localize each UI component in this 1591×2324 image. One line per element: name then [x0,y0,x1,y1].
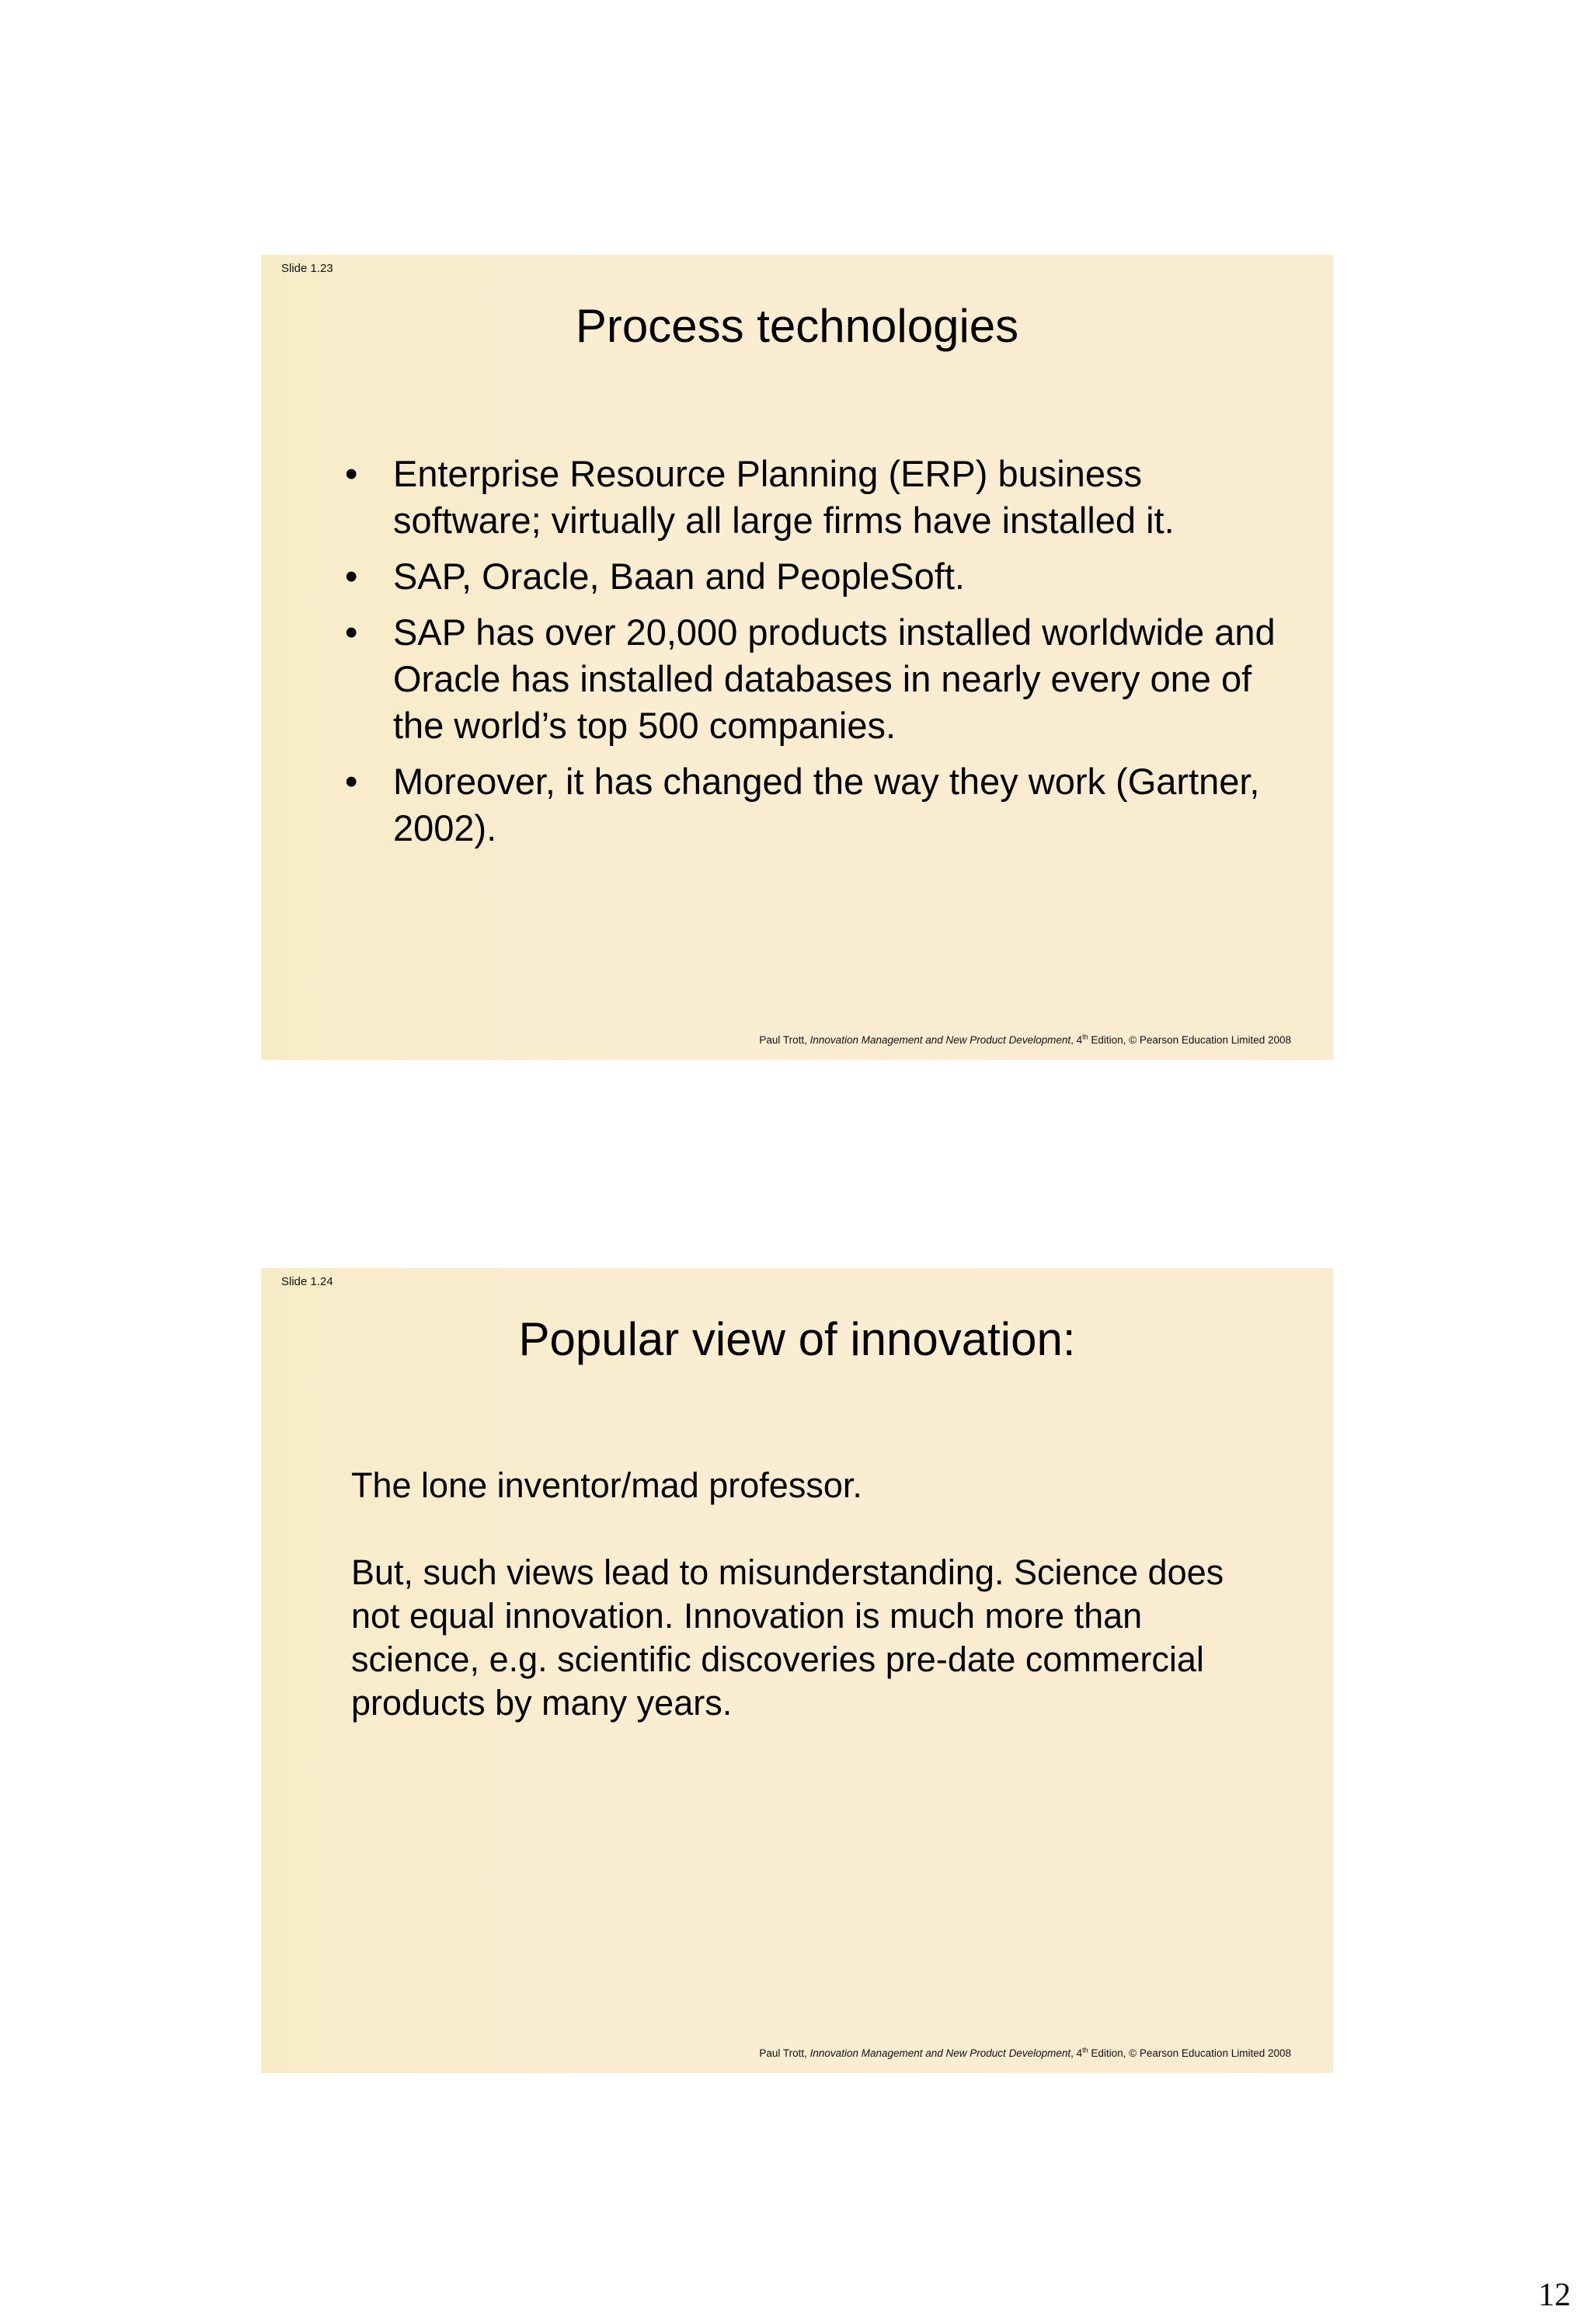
bullet-text: Moreover, it has changed the way they work (Gartner, 2002). [393,761,1260,848]
page-number: 12 [1538,2277,1571,2313]
slide-title: Process technologies [575,300,1019,352]
bullet-item [345,553,1277,600]
slide-footer [759,1033,1291,1047]
footer-copyright: Edition, © Pearson Education Limited 2008 [1088,1034,1291,1046]
bullet-item [345,451,1277,544]
body-paragraph: The lone inventor/mad professor. [351,1465,862,1505]
bullet-item [345,609,1277,749]
slide-number: Slide 1.23 [281,262,333,275]
footer-book-title: Innovation Management and New Product Development [809,2047,1071,2059]
body-paragraph: But, such views lead to misunderstanding. Science does not equal innovation. Innovation is much more than science, e.g. scientific discoveries pre-date commercial products by many years. [351,1552,1224,1723]
footer-author: Paul Trott, [759,2047,810,2059]
bullet-icon: • [345,556,358,597]
footer-author: Paul Trott, [759,1034,810,1046]
bullet-text: SAP has over 20,000 products installed worldwide and Oracle has installed databases in nearly every one of the world’s top 500 companies. [393,611,1276,746]
bullet-icon: • [345,761,358,802]
bullet-text: Enterprise Resource Planning (ERP) business software; virtually all large firms have installed it. [393,453,1175,541]
slide-1-24 [261,1268,1333,2073]
bullet-icon: • [345,611,358,653]
bullet-icon: • [345,453,358,494]
footer-copyright: Edition, © Pearson Education Limited 2008 [1088,2047,1291,2059]
footer-edition: , 4 [1071,2047,1083,2059]
footer-edition: , 4 [1071,1034,1083,1046]
bullet-item [345,758,1277,852]
bullet-list [345,451,1277,861]
slide-number: Slide 1.24 [281,1275,333,1288]
footer-edition-suffix: th [1082,1033,1088,1041]
slide-title: Popular view of innovation: [518,1313,1076,1365]
footer-edition-suffix: th [1082,2046,1088,2054]
slide-1-23 [261,255,1333,1060]
footer-book-title: Innovation Management and New Product Development [809,1034,1071,1046]
slide-footer [759,2047,1291,2061]
bullet-text: SAP, Oracle, Baan and PeopleSoft. [393,556,965,597]
